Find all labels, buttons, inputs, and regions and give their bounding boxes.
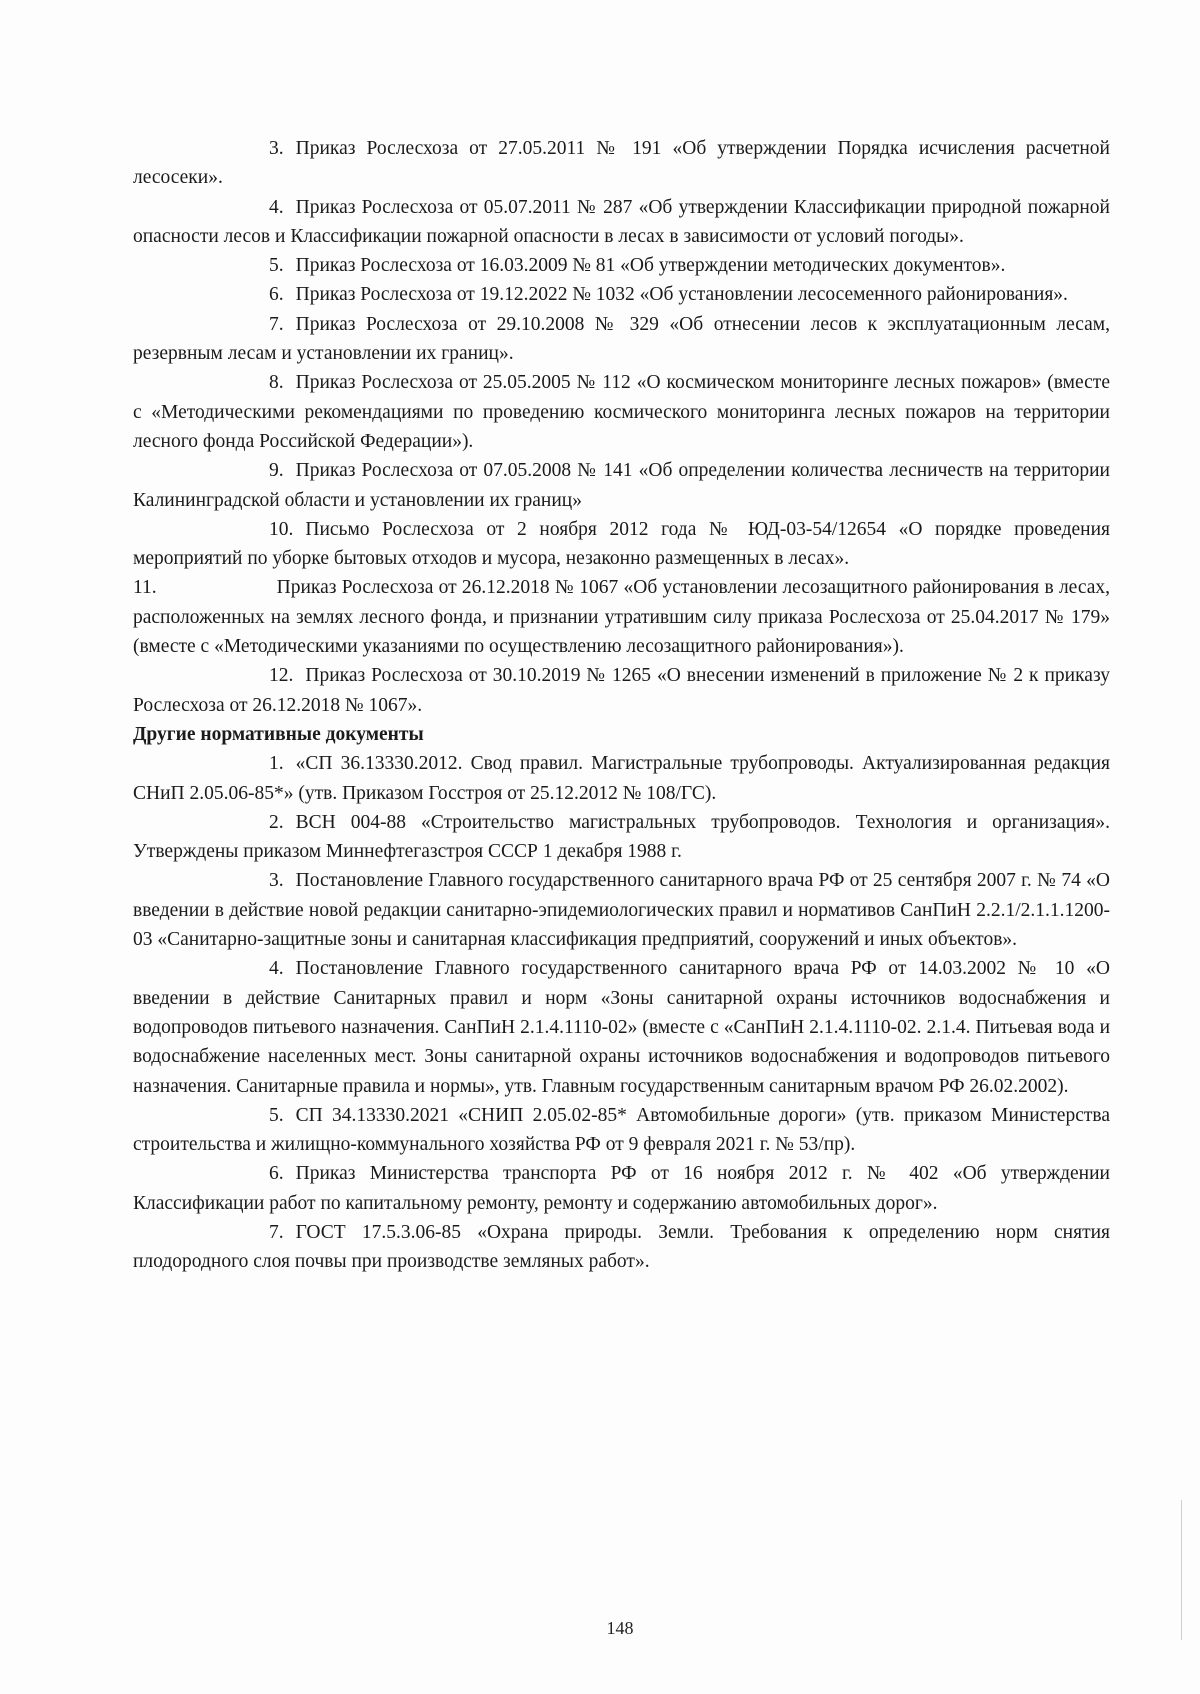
- item-number: 12.: [269, 665, 294, 687]
- section-heading: Другие нормативные документы: [133, 723, 424, 745]
- item-number: 3.: [269, 138, 284, 159]
- list-item: [133, 368, 1110, 456]
- scan-edge-mark: [1181, 1500, 1182, 1640]
- item-number: 7.: [269, 313, 284, 335]
- item-text: Приказ Рослесхоза от 16.03.2009 № 81 «Об утверждении методических документов».: [295, 255, 1006, 277]
- item-number: 9.: [269, 460, 284, 482]
- list-item: [133, 749, 1110, 808]
- item-number: 2.: [269, 811, 284, 833]
- list-item: [133, 456, 1110, 515]
- item-number: 8.: [269, 372, 284, 394]
- item-number: 6.: [269, 1163, 284, 1185]
- item-number: 7.: [269, 1221, 284, 1243]
- list-item: [133, 808, 1110, 867]
- list-item: [133, 866, 1110, 954]
- item-text: Приказ Рослесхоза от 26.12.2018 № 1067 «Об установлении лесозащитного районирования в лесах, расположенных на землях лесного фонда, и признании утратившим силу приказа Рослесхоза от 25.04.2017 № 179» (вместе с «Методическими указаниями по осуществлению лесозащитного районирования»).: [133, 577, 1110, 658]
- item-text: «СП 36.13330.2012. Свод правил. Магистральные трубопроводы. Актуализированная редакция СНиП 2.05.06-85*» (утв. Приказом Госстроя от 25.12.2012 № 108/ГС).: [133, 753, 1110, 804]
- item-text: Приказ Рослесхоза от 19.12.2022 № 1032 «Об установлении лесосеменного районирования».: [295, 284, 1068, 306]
- item-number: 10.: [269, 518, 294, 540]
- item-text: Приказ Рослесхоза от 30.10.2019 № 1265 «О внесении изменений в приложение № 2 к приказу Рослесхоза от 26.12.2018 № 1067».: [133, 665, 1110, 716]
- list-item: [133, 193, 1110, 252]
- item-text: Приказ Министерства транспорта РФ от 16 ноября 2012 г. № 402 «Об утверждении Классификации работ по капитальному ремонту, ремонту и содержанию автомобильных дорог».: [133, 1163, 1110, 1214]
- item-number: 11.: [133, 577, 157, 599]
- item-text: ВСН 004-88 «Строительство магистральных трубопроводов. Технология и организация». Утверждены приказом Миннефтегазстроя СССР 1 декабря 1988 г.: [133, 811, 1110, 863]
- list-item: [133, 310, 1110, 369]
- item-text: Письмо Рослесхоза от 2 ноября 2012 года № ЮД-03-54/12654 «О порядке проведения мероприятий по уборке бытовых отходов и мусора, незаконно размещенных в лесах».: [133, 518, 1110, 570]
- list-item: [133, 515, 1110, 574]
- item-text: Приказ Рослесхоза от 05.07.2011 № 287 «Об утверждении Классификации природной пожарной опасности лесов и Классификации пожарной опасности в лесах в зависимости от условий погоды».: [133, 196, 1110, 247]
- item-number: 5.: [269, 1104, 284, 1126]
- list-item: [133, 1218, 1110, 1277]
- list-item: [133, 573, 1110, 661]
- page-number: 148: [606, 1618, 634, 1638]
- item-text: Приказ Рослесхоза от 25.05.2005 № 112 «О космическом мониторинге лесных пожаров» (вместе с «Методическими рекомендациями по проведению космического мониторинга лесных пожаров на территории лесного фонда Российской Федерации»).: [133, 372, 1110, 452]
- list-item: [133, 134, 1110, 193]
- item-number: 4.: [269, 958, 284, 980]
- list-item: [133, 661, 1110, 720]
- list-item: [133, 280, 1110, 309]
- item-text: СП 34.13330.2021 «СНИП 2.05.02-85* Автомобильные дороги» (утв. приказом Министерства строительства и жилищно-коммунального хозяйства РФ от 9 февраля 2021 г. № 53/пр).: [133, 1104, 1110, 1156]
- list-item: [133, 1159, 1110, 1218]
- item-number: 3.: [269, 870, 284, 892]
- list-item: [133, 954, 1110, 1100]
- item-text: Постановление Главного государственного санитарного врача РФ от 14.03.2002 № 10 «О введении в действие Санитарных правил и норм «Зоны санитарной охраны источников водоснабжения и водопроводов питьевого назначения. СанПиН 2.1.4.1110-02» (вместе с «СанПиН 2.1.4.1110-02. 2.1.4. Питьевая вода и водоснабжение населенных мест. Зоны санитарной охраны источников водоснабжения и водопроводов питьевого назначения. Санитарные правила и нормы», утв. Главным государственным санитарным врачом РФ 26.02.2002).: [133, 958, 1110, 1097]
- item-text: Приказ Рослесхоза от 07.05.2008 № 141 «Об определении количества лесничеств на территории Калининградской области и установлении их границ»: [133, 460, 1110, 511]
- item-number: 1.: [269, 753, 284, 775]
- item-text: Приказ Рослесхоза от 29.10.2008 № 329 «Об отнесении лесов к эксплуатационным лесам, резервным лесам и установлении их границ».: [133, 313, 1110, 365]
- item-number: 6.: [269, 284, 284, 306]
- document-body: [133, 134, 1110, 1277]
- item-text: ГОСТ 17.5.3.06-85 «Охрана природы. Земли. Требования к определению норм снятия плодородного слоя почвы при производстве земляных работ».: [133, 1221, 1110, 1273]
- item-number: 4.: [269, 196, 284, 218]
- item-number: 5.: [269, 255, 284, 277]
- item-text: Приказ Рослесхоза от 27.05.2011 № 191 «Об утверждении Порядка исчисления расчетной лесосеки».: [133, 138, 1110, 189]
- list-item: [133, 251, 1110, 280]
- item-text: Постановление Главного государственного санитарного врача РФ от 25 сентября 2007 г. № 74 «О введении в действие новой редакции санитарно-эпидемиологических правил и нормативов СанПиН 2.2.1/2.1.1.1200-03 «Санитарно-защитные зоны и санитарная классификация предприятий, сооружений и иных объектов».: [133, 870, 1110, 951]
- list-item: [133, 1101, 1110, 1160]
